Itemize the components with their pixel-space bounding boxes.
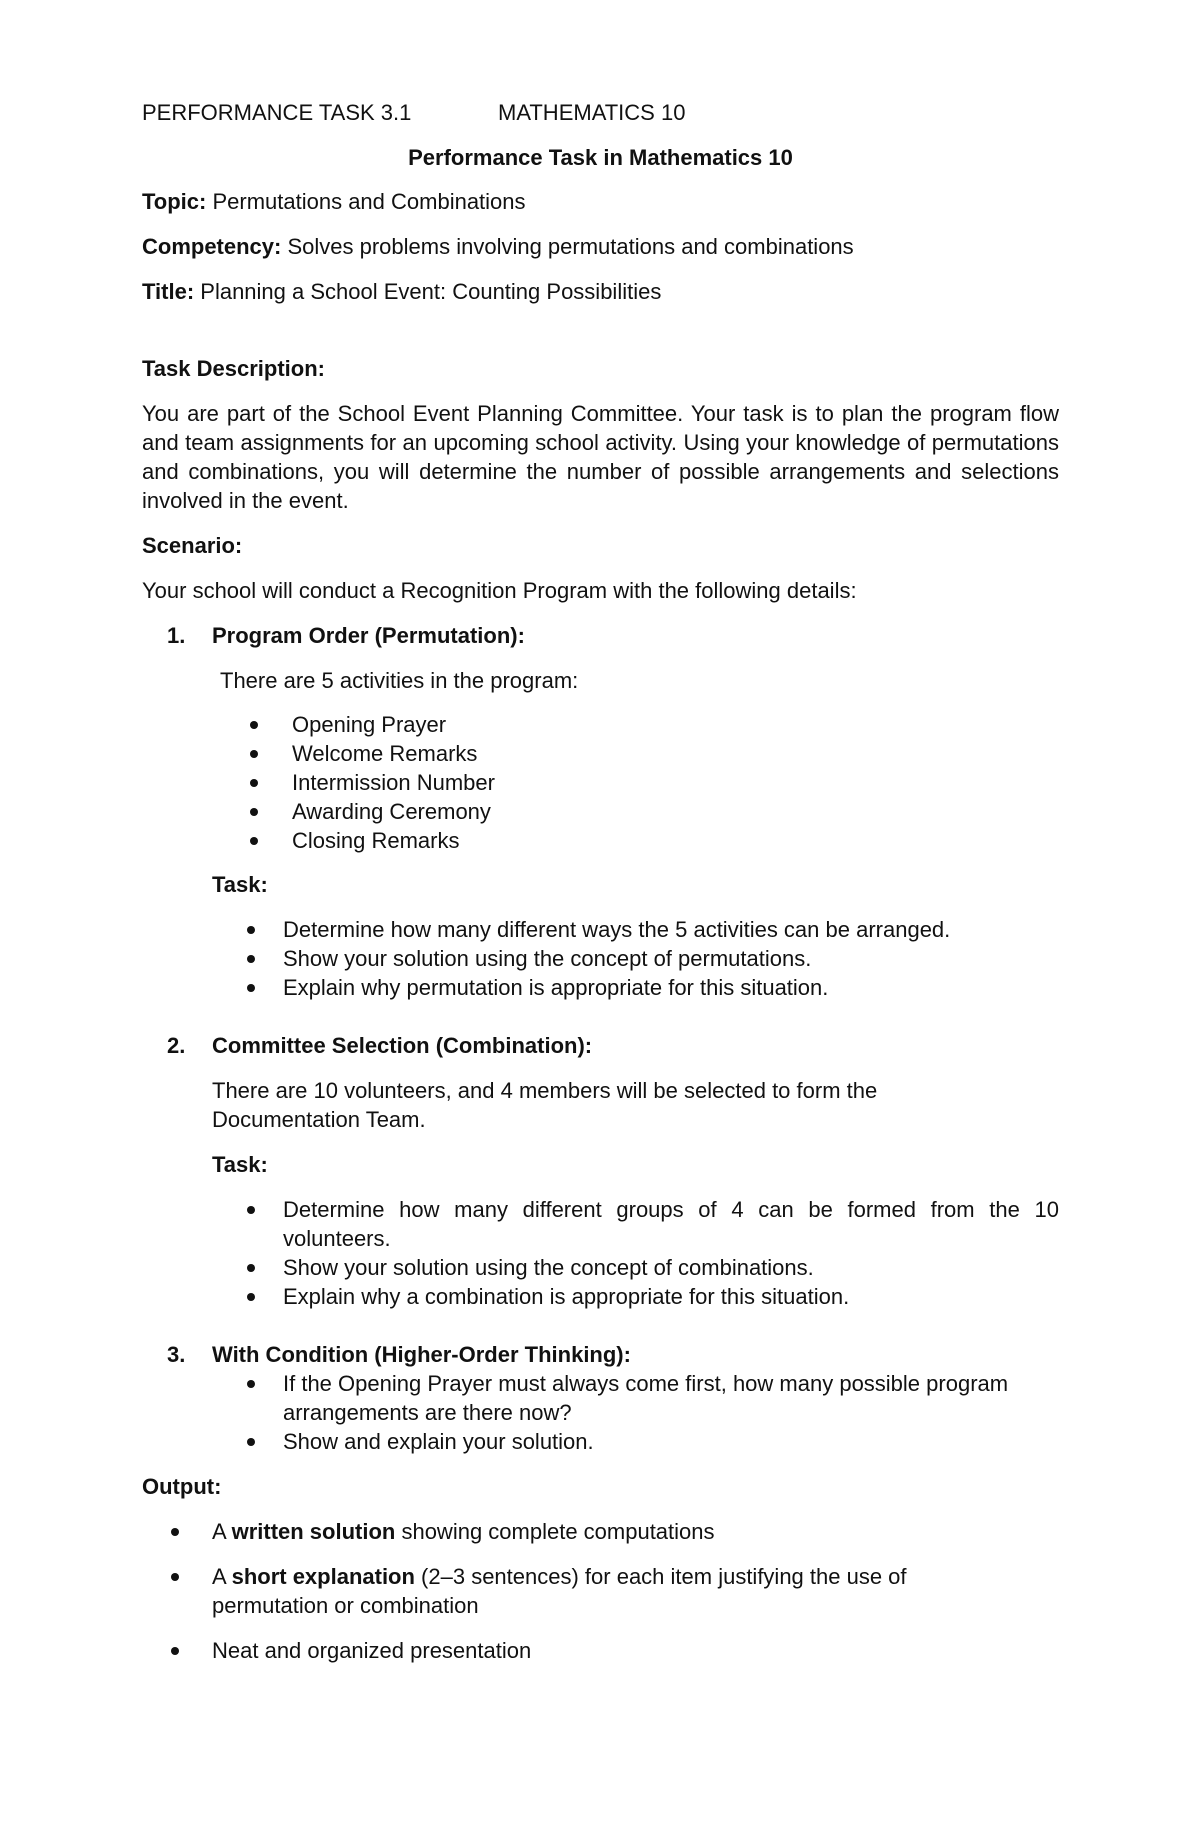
item-title: Committee Selection (Combination): xyxy=(212,1033,593,1058)
list-item xyxy=(283,1427,1059,1456)
bullet-icon xyxy=(247,926,255,934)
topic-line xyxy=(142,187,1059,216)
list-item xyxy=(212,1636,1059,1665)
bullet-icon xyxy=(171,1573,179,1581)
title-value: Planning a School Event: Counting Possibilities xyxy=(194,279,662,304)
list-item xyxy=(292,739,1059,768)
bullet-icon xyxy=(250,721,258,729)
list-item xyxy=(283,915,1059,944)
output-emphasis: short explanation xyxy=(231,1564,415,1589)
bullet-icon xyxy=(171,1528,179,1536)
item-number: 2. xyxy=(167,1033,186,1058)
output-suffix: (2–3 sentences) for each item justifying the use of permutation or combination xyxy=(212,1564,907,1618)
bullet-icon xyxy=(247,1380,255,1388)
bullet-icon xyxy=(171,1647,179,1655)
item-number: 1. xyxy=(167,623,186,648)
item-number: 3. xyxy=(167,1342,186,1367)
output-heading: Output: xyxy=(142,1474,222,1499)
title-line xyxy=(142,277,1059,306)
output-prefix: A xyxy=(212,1564,232,1589)
document-title: Performance Task in Mathematics 10 xyxy=(408,145,793,170)
bullet-icon xyxy=(247,984,255,992)
document-content xyxy=(142,98,1059,1681)
task-list xyxy=(212,915,1059,1002)
bullet-icon xyxy=(247,1264,255,1272)
scenario-item-2 xyxy=(142,1031,1059,1311)
task-code: PERFORMANCE TASK 3.1 xyxy=(142,100,412,125)
item-intro: There are 5 activities in the program: xyxy=(220,668,579,693)
task-description-text: You are part of the School Event Planning Committee. Your task is to plan the program flow and team assignments for an upcoming school activity. Using your knowledge of permutations and combinations, you will determine the number of possible arrangements and selections involved in the event. xyxy=(142,401,1059,513)
task-text: Show and explain your solution. xyxy=(283,1429,594,1454)
topic-label: Topic: xyxy=(142,189,207,214)
scenario-intro: Your school will conduct a Recognition Program with the following details: xyxy=(142,578,857,603)
activity-text: Closing Remarks xyxy=(292,828,460,853)
output-list xyxy=(142,1517,1059,1665)
list-item xyxy=(292,710,1059,739)
bullet-icon xyxy=(250,808,258,816)
list-item xyxy=(212,1517,1059,1546)
item-title: Program Order (Permutation): xyxy=(212,623,525,648)
scenario-heading: Scenario: xyxy=(142,533,243,558)
bullet-icon xyxy=(250,779,258,787)
competency-label: Competency: xyxy=(142,234,282,259)
activity-text: Opening Prayer xyxy=(292,712,447,737)
item-intro: There are 10 volunteers, and 4 members will be selected to form the Documentation Team. xyxy=(212,1078,878,1132)
output-prefix: A xyxy=(212,1519,232,1544)
bullet-icon xyxy=(250,837,258,845)
task-list xyxy=(212,1369,1059,1456)
scenario-item-3 xyxy=(142,1340,1059,1456)
output-suffix: showing complete computations xyxy=(395,1519,715,1544)
activity-text: Welcome Remarks xyxy=(292,741,478,766)
bullet-icon xyxy=(247,1293,255,1301)
list-item xyxy=(283,1282,1059,1311)
task-text: Determine how many different ways the 5 activities can be arranged. xyxy=(283,917,951,942)
bullet-icon xyxy=(247,1438,255,1446)
list-item xyxy=(292,826,1059,855)
activity-text: Intermission Number xyxy=(292,770,495,795)
output-suffix: Neat and organized presentation xyxy=(212,1638,532,1663)
output-emphasis: written solution xyxy=(231,1519,396,1544)
task-text: Determine how many different groups of 4 can be formed from the 10 volunteers. xyxy=(283,1197,1059,1251)
task-text: Show your solution using the concept of permutations. xyxy=(283,946,812,971)
list-item xyxy=(283,973,1059,1002)
list-item xyxy=(292,797,1059,826)
list-item xyxy=(212,1562,972,1620)
title-label: Title: xyxy=(142,279,195,304)
item-title: With Condition (Higher-Order Thinking): xyxy=(212,1342,631,1367)
task-description-heading: Task Description: xyxy=(142,356,325,381)
list-item xyxy=(283,1195,1059,1253)
task-label: Task: xyxy=(212,1152,268,1177)
list-item xyxy=(283,1369,1059,1427)
competency-value: Solves problems involving permutations and combinations xyxy=(281,234,854,259)
topic-value: Permutations and Combinations xyxy=(206,189,526,214)
task-text: Explain why a combination is appropriate for this situation. xyxy=(283,1284,850,1309)
list-item xyxy=(283,944,1059,973)
competency-line xyxy=(142,232,1059,261)
list-item xyxy=(292,768,1059,797)
activity-text: Awarding Ceremony xyxy=(292,799,491,824)
bullet-icon xyxy=(250,750,258,758)
subject-label: MATHEMATICS 10 xyxy=(498,100,686,125)
bullet-icon xyxy=(247,1206,255,1214)
list-item xyxy=(283,1253,1059,1282)
page-header xyxy=(142,98,1059,127)
task-list xyxy=(212,1195,1059,1311)
bullet-icon xyxy=(247,955,255,963)
task-label: Task: xyxy=(212,872,268,897)
task-text: If the Opening Prayer must always come first, how many possible program arrangements are there now? xyxy=(283,1371,1009,1425)
activity-list xyxy=(212,710,1059,855)
task-text: Show your solution using the concept of combinations. xyxy=(283,1255,814,1280)
task-text: Explain why permutation is appropriate for this situation. xyxy=(283,975,829,1000)
scenario-item-1 xyxy=(142,621,1059,1002)
